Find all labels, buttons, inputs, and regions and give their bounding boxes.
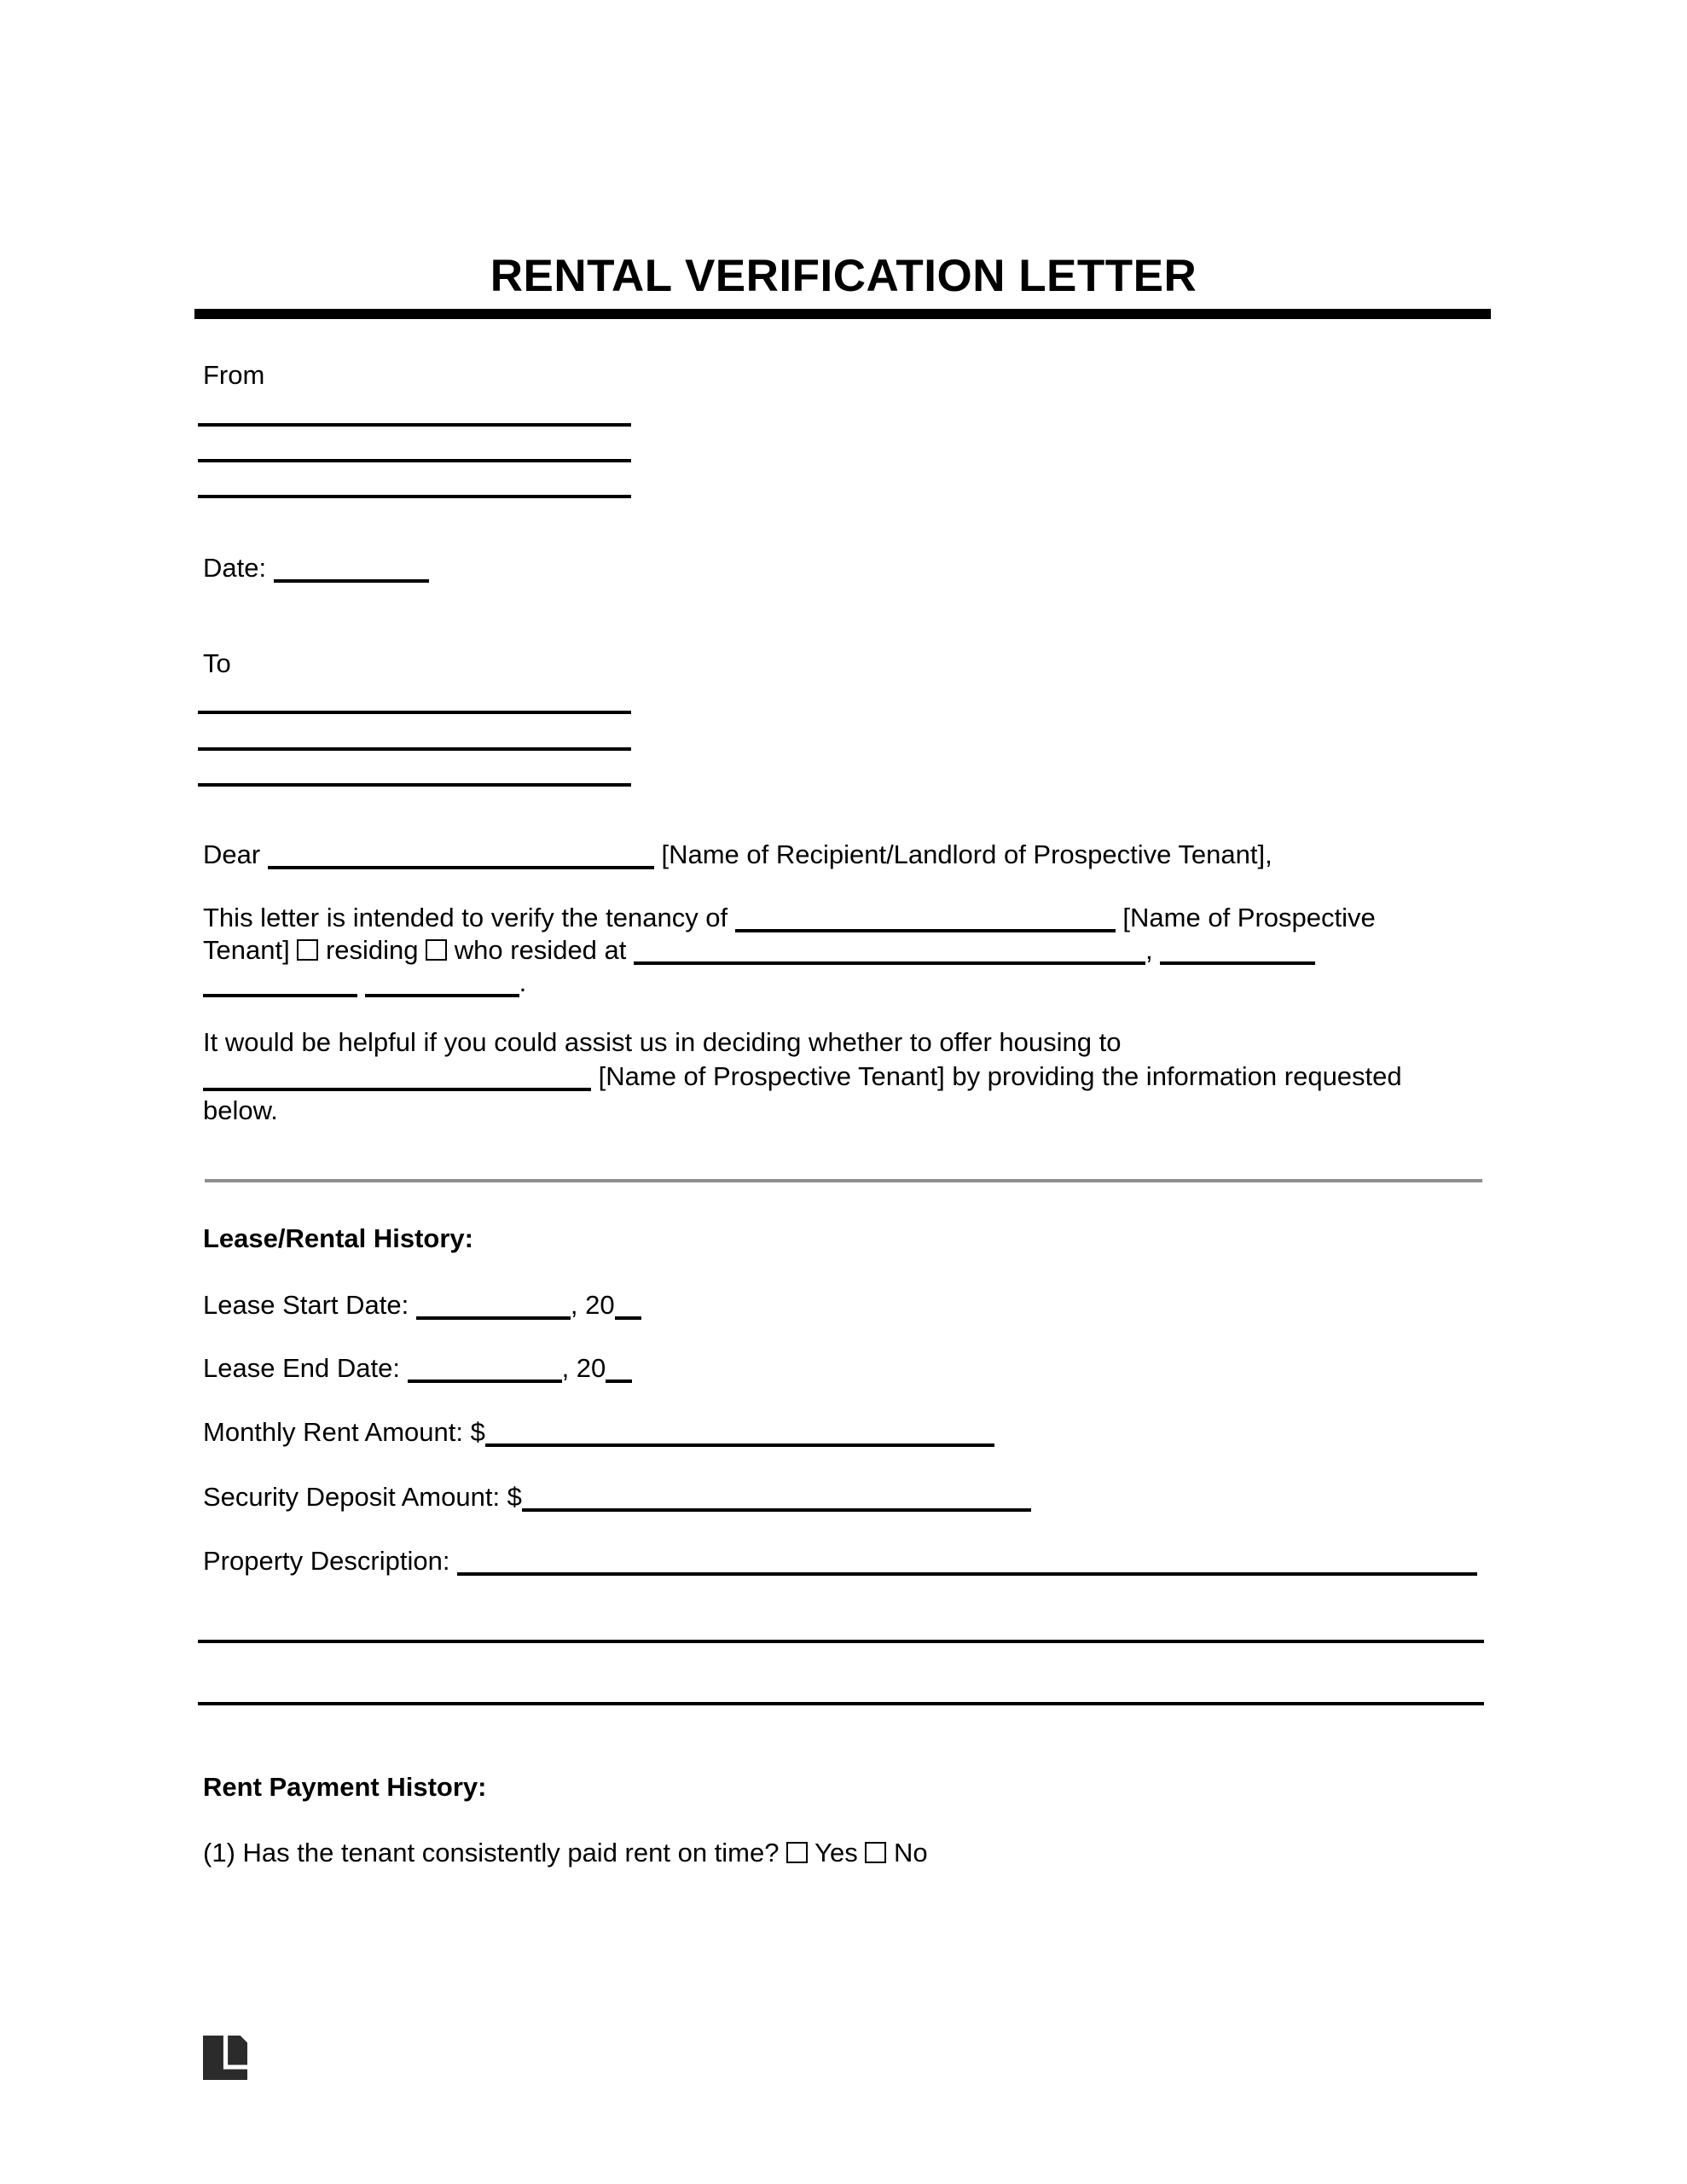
lease-end-label: Lease End Date: [203, 1353, 400, 1383]
tenant-name-blank [735, 929, 1116, 932]
who-resided-label: who resided at [454, 935, 627, 965]
yes-checkbox [786, 1842, 808, 1863]
dear-label: Dear [203, 839, 261, 869]
assist-paragraph [203, 1025, 1402, 1128]
lease-end-year-prefix: , 20 [561, 1353, 606, 1383]
who-resided-checkbox [426, 939, 447, 961]
p2-line1-text: It would be helpful if you could assist us in deciding whether to offer housing to [203, 1027, 1122, 1057]
state-blank [203, 994, 357, 997]
recipient-name-blank [268, 866, 654, 869]
property-description-line-3 [198, 1702, 1484, 1705]
monthly-rent-label: Monthly Rent Amount: $ [203, 1417, 485, 1447]
title-rule [194, 309, 1491, 319]
p2-line2-text: [Name of Prospective Tenant] by providing the information requested [598, 1061, 1402, 1091]
to-address-line-3 [198, 783, 631, 787]
from-label: From [203, 360, 265, 390]
yes-label: Yes [815, 1838, 858, 1867]
residing-label: residing [325, 935, 419, 965]
residing-checkbox [297, 939, 318, 961]
date-label: Date: [203, 553, 267, 583]
property-description-blank [457, 1572, 1477, 1576]
p2-line3-text: below. [203, 1095, 278, 1125]
no-checkbox [865, 1842, 886, 1863]
p1-line2-comma: , [1145, 935, 1153, 965]
security-deposit-label: Security Deposit Amount: $ [203, 1482, 522, 1512]
from-address-line-3 [198, 495, 631, 498]
legaltemplates-logo [203, 2036, 247, 2080]
section-divider [205, 1179, 1482, 1182]
rent-payment-heading: Rent Payment History: [203, 1772, 487, 1802]
lease-end-year-blank [606, 1380, 632, 1383]
p1-line1-text: This letter is intended to verify the tenancy of [203, 903, 728, 932]
recipient-annotation: [Name of Recipient/Landlord of Prospective Tenant], [661, 839, 1272, 869]
question-1-text: (1) Has the tenant consistently paid rent on time? [203, 1838, 780, 1867]
date-blank [274, 579, 429, 583]
lease-start-label: Lease Start Date: [203, 1290, 409, 1320]
lease-end-date-blank [408, 1380, 562, 1383]
no-label: No [894, 1838, 928, 1867]
street-address-blank [634, 961, 1145, 965]
date-row [203, 551, 429, 584]
security-deposit-row [203, 1480, 1031, 1513]
lease-end-row [203, 1351, 632, 1385]
monthly-rent-row [203, 1415, 994, 1449]
from-address-line-1 [198, 423, 631, 427]
property-description-line-2 [198, 1640, 1484, 1643]
property-description-row [203, 1544, 1477, 1577]
lease-start-year-blank [615, 1316, 641, 1320]
page-title: RENTAL VERIFICATION LETTER [490, 251, 1197, 301]
p1-line2-tenant: Tenant] [203, 935, 290, 965]
lease-start-year-prefix: , 20 [570, 1290, 615, 1320]
property-description-label: Property Description: [203, 1546, 450, 1576]
city-blank [1160, 961, 1315, 965]
salutation-row [203, 838, 1272, 871]
p1-period: . [519, 967, 527, 997]
lease-start-date-blank [416, 1316, 571, 1320]
security-deposit-blank [522, 1508, 1031, 1512]
to-label: To [203, 648, 231, 678]
monthly-rent-blank [485, 1443, 994, 1447]
p1-line1-annotation: [Name of Prospective [1122, 903, 1376, 932]
from-address-line-2 [198, 459, 631, 462]
lease-history-heading: Lease/Rental History: [203, 1223, 473, 1253]
prospective-tenant-blank [203, 1088, 591, 1091]
to-address-line-1 [198, 711, 631, 714]
to-address-line-2 [198, 747, 631, 751]
tenancy-paragraph [203, 902, 1376, 999]
question-1-row [203, 1836, 928, 1869]
zip-blank [365, 994, 519, 997]
lease-start-row [203, 1288, 641, 1321]
